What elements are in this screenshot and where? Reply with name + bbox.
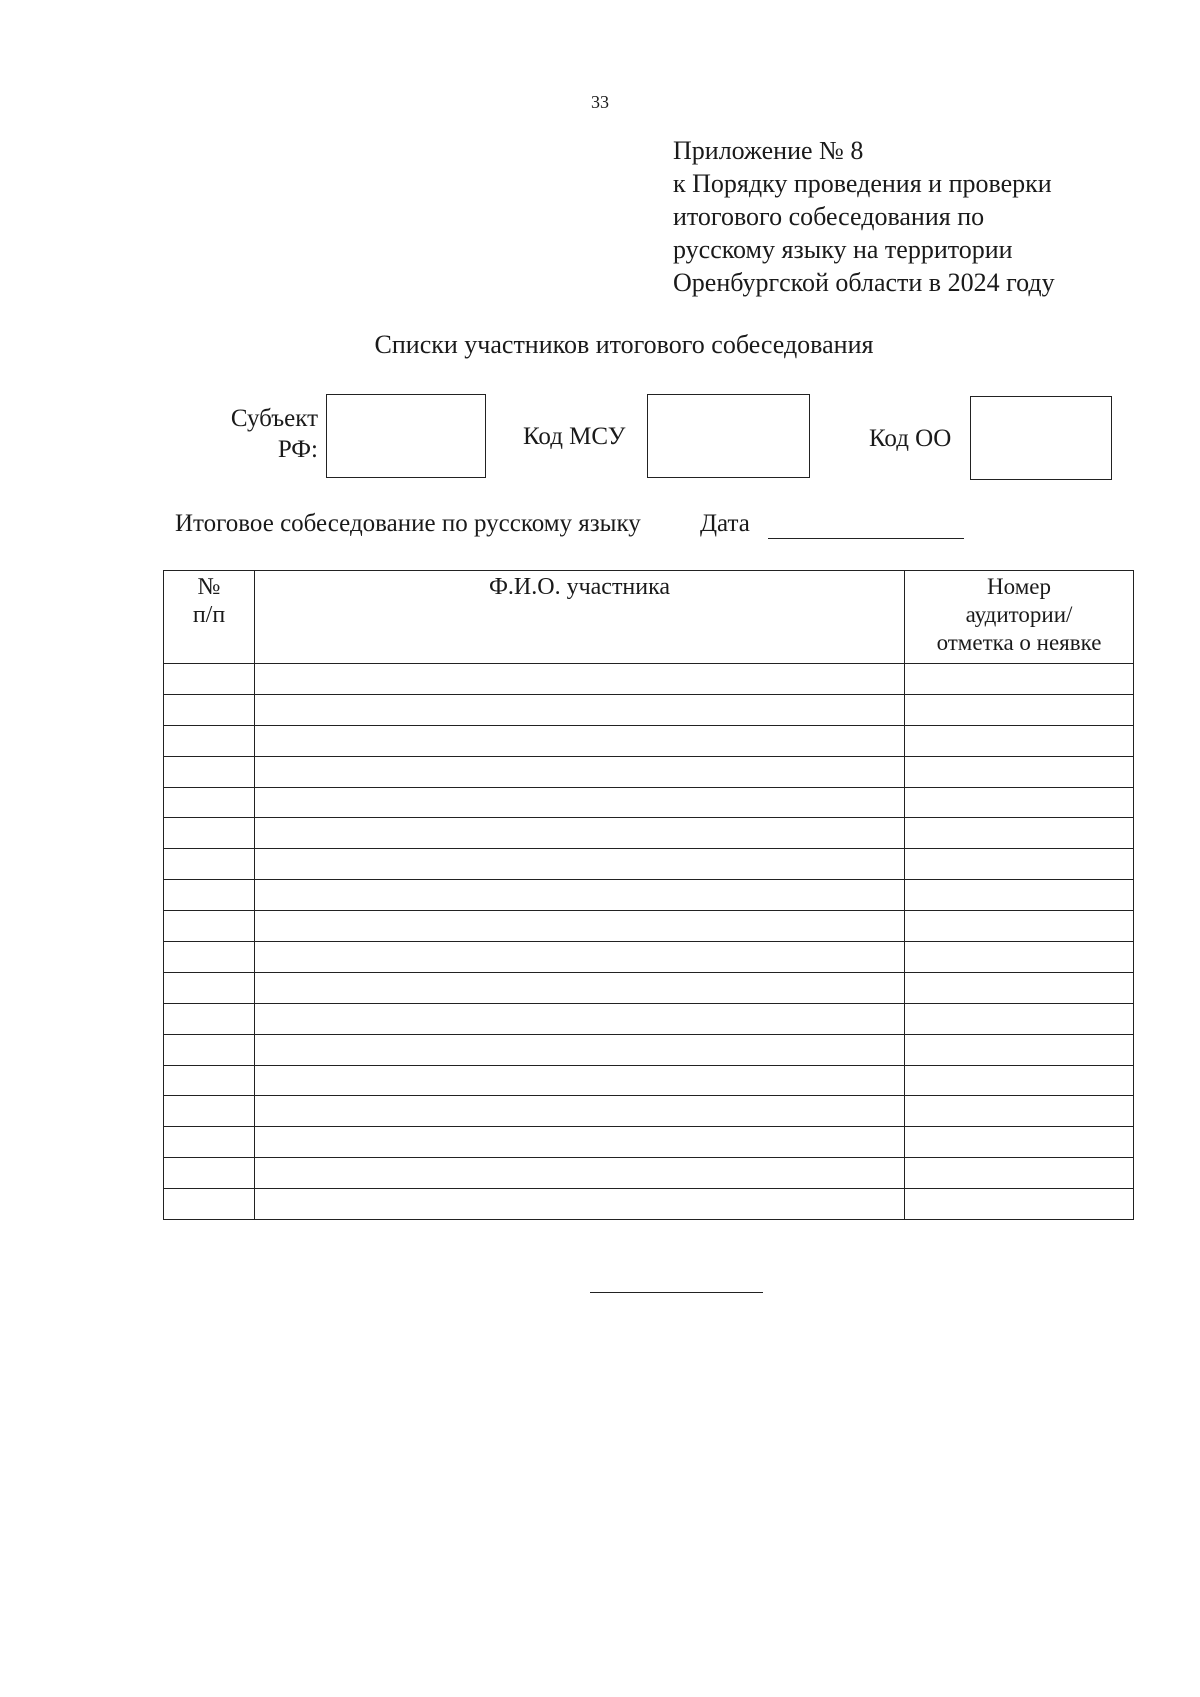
msu-code-label: Код МСУ <box>523 423 626 450</box>
row-name-cell[interactable] <box>255 818 905 849</box>
table-row <box>164 911 1134 942</box>
row-name-cell[interactable] <box>255 1127 905 1158</box>
row-room-cell[interactable] <box>905 787 1134 818</box>
appendix-line: Оренбургской области в 2024 году <box>673 268 1055 297</box>
row-room-cell[interactable] <box>905 1065 1134 1096</box>
header-room-line: отметка о неявке <box>936 630 1102 655</box>
appendix-line: итогового собеседования по <box>673 202 985 231</box>
row-name-cell[interactable] <box>255 787 905 818</box>
row-name-cell[interactable] <box>255 725 905 756</box>
row-number-cell[interactable] <box>164 1003 255 1034</box>
row-number-cell[interactable] <box>164 787 255 818</box>
row-room-cell[interactable] <box>905 818 1134 849</box>
header-number-line: п/п <box>192 602 226 628</box>
row-room-cell[interactable] <box>905 849 1134 880</box>
appendix-line: к Порядку проведения и проверки <box>673 169 1052 198</box>
row-number-cell[interactable] <box>164 1127 255 1158</box>
row-room-cell[interactable] <box>905 942 1134 973</box>
row-room-cell[interactable] <box>905 1158 1134 1189</box>
row-name-cell[interactable] <box>255 1034 905 1065</box>
row-room-cell[interactable] <box>905 1003 1134 1034</box>
row-room-cell[interactable] <box>905 1096 1134 1127</box>
row-number-cell[interactable] <box>164 1096 255 1127</box>
table-row <box>164 880 1134 911</box>
table-row <box>164 1158 1134 1189</box>
row-number-cell[interactable] <box>164 911 255 942</box>
row-name-cell[interactable] <box>255 664 905 695</box>
interview-subject-label: Итоговое собеседование по русскому языку <box>175 510 641 537</box>
row-room-cell[interactable] <box>905 911 1134 942</box>
date-label: Дата <box>700 510 750 537</box>
row-number-cell[interactable] <box>164 725 255 756</box>
table-row <box>164 756 1134 787</box>
row-room-cell[interactable] <box>905 1034 1134 1065</box>
table-row <box>164 942 1134 973</box>
table-row <box>164 849 1134 880</box>
header-room <box>905 571 1134 664</box>
participant-rows <box>164 664 1134 1220</box>
row-name-cell[interactable] <box>255 880 905 911</box>
row-room-cell[interactable] <box>905 1127 1134 1158</box>
appendix-line: русскому языку на территории <box>673 235 1013 264</box>
row-room-cell[interactable] <box>905 664 1134 695</box>
table-row <box>164 1127 1134 1158</box>
header-full-name: Ф.И.О. участника <box>255 571 905 664</box>
page-number: 33 <box>591 92 609 112</box>
row-name-cell[interactable] <box>255 694 905 725</box>
row-number-cell[interactable] <box>164 1189 255 1220</box>
row-room-cell[interactable] <box>905 756 1134 787</box>
end-rule <box>590 1292 763 1293</box>
participants-table <box>163 570 1134 1220</box>
row-number-cell[interactable] <box>164 756 255 787</box>
table-row <box>164 818 1134 849</box>
header-room-line: Номер <box>987 574 1051 599</box>
table-row <box>164 1034 1134 1065</box>
row-name-cell[interactable] <box>255 756 905 787</box>
row-room-cell[interactable] <box>905 972 1134 1003</box>
table-row <box>164 1065 1134 1096</box>
appendix-header <box>673 134 1133 299</box>
row-name-cell[interactable] <box>255 942 905 973</box>
row-room-cell[interactable] <box>905 725 1134 756</box>
row-number-cell[interactable] <box>164 818 255 849</box>
row-number-cell[interactable] <box>164 849 255 880</box>
row-name-cell[interactable] <box>255 1158 905 1189</box>
row-name-cell[interactable] <box>255 1065 905 1096</box>
table-row <box>164 972 1134 1003</box>
document-title: Списки участников итогового собеседования <box>374 330 874 359</box>
msu-code-box[interactable] <box>647 394 810 478</box>
subject-label <box>200 403 318 465</box>
row-name-cell[interactable] <box>255 1096 905 1127</box>
oo-code-box[interactable] <box>970 396 1112 480</box>
row-name-cell[interactable] <box>255 1189 905 1220</box>
table-row <box>164 1189 1134 1220</box>
appendix-line: Приложение № 8 <box>673 136 864 165</box>
row-name-cell[interactable] <box>255 972 905 1003</box>
subject-label-line: Субъект <box>230 405 318 432</box>
oo-code-label: Код ОО <box>869 425 952 452</box>
header-number-line: № <box>197 574 221 600</box>
row-name-cell[interactable] <box>255 1003 905 1034</box>
row-number-cell[interactable] <box>164 664 255 695</box>
table-row <box>164 787 1134 818</box>
row-name-cell[interactable] <box>255 911 905 942</box>
row-room-cell[interactable] <box>905 694 1134 725</box>
row-number-cell[interactable] <box>164 972 255 1003</box>
subject-code-box[interactable] <box>326 394 486 478</box>
table-row <box>164 1096 1134 1127</box>
date-blank-line[interactable] <box>768 538 964 539</box>
table-row <box>164 725 1134 756</box>
table-row <box>164 694 1134 725</box>
row-room-cell[interactable] <box>905 880 1134 911</box>
row-room-cell[interactable] <box>905 1189 1134 1220</box>
subject-label-line: РФ: <box>277 436 318 463</box>
row-number-cell[interactable] <box>164 694 255 725</box>
table-row <box>164 1003 1134 1034</box>
header-number <box>164 571 255 664</box>
table-row <box>164 664 1134 695</box>
row-number-cell[interactable] <box>164 1158 255 1189</box>
row-number-cell[interactable] <box>164 1034 255 1065</box>
row-number-cell[interactable] <box>164 880 255 911</box>
table-header-row <box>164 571 1134 664</box>
row-number-cell[interactable] <box>164 942 255 973</box>
row-name-cell[interactable] <box>255 849 905 880</box>
row-number-cell[interactable] <box>164 1065 255 1096</box>
header-room-line: аудитории/ <box>965 602 1073 627</box>
